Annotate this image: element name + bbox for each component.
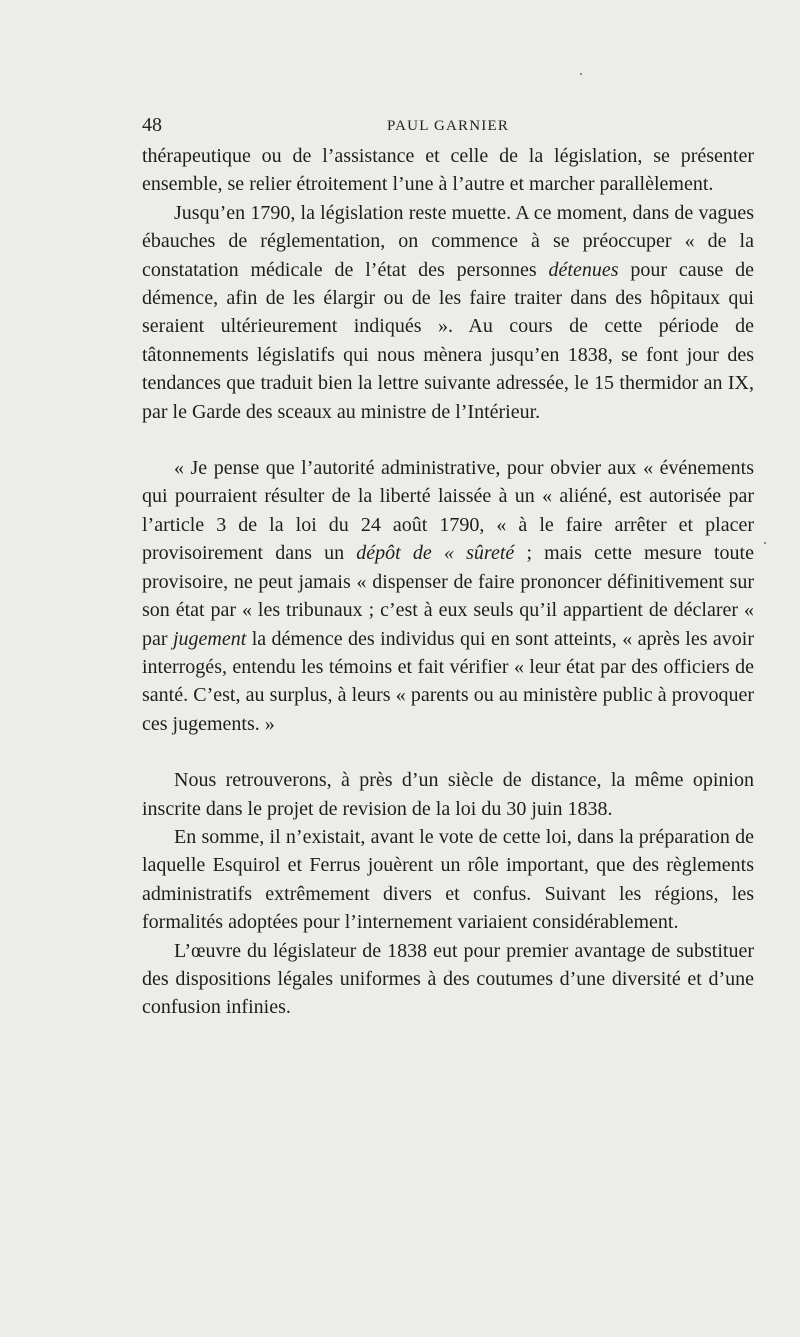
quotation	[142, 454, 754, 738]
paragraph-3: Nous retrouverons, à près d’un siècle de distance, la même opinion inscrite dans le projet de revision de la loi du 30 juin 1838.	[142, 769, 754, 820]
paragraph-2-part-1: Jusqu’en 1790, la législation reste muette. A ce moment, dans de vagues ébauches de réglementation, on commence à se préoccuper « de la constatation médicale de l’état des personnes	[142, 201, 754, 281]
paper-speck	[764, 542, 766, 544]
paragraph-1: thérapeutique ou de l’assistance et celle de la législation, se présenter ensemble, se relier étroitement l’une à l’autre et marcher parallèlement.	[142, 145, 754, 196]
quotation-italic-2: jugement	[172, 627, 247, 650]
page-header	[142, 114, 754, 140]
paragraph-2-italic: détenues	[548, 258, 619, 281]
page-number: 48	[142, 114, 162, 136]
quotation-italic-1: dépôt de « sûreté	[356, 542, 515, 565]
quotation-paragraph	[142, 454, 754, 738]
paragraph-2-part-2: pour cause de démence, afin de les élargir ou de les faire traiter dans des hôpitaux qui seraient ultérieurement indiqués ». Au cours de cette période de tâtonnements législatifs qui nous mènera jusqu’en 1838, se font jour des tendances que traduit bien la lettre suivante adressée, le 15 thermidor an IX, par le Garde des sceaux au ministre de l’Intérieur.	[142, 258, 754, 423]
paper-speck	[580, 73, 582, 75]
body-text	[142, 142, 754, 1022]
paragraph-2	[142, 199, 754, 426]
quotation-part-2: ; mais cette mesure toute provisoire, ne peut jamais « dispenser de faire prononcer définitivement sur son état par « les tribunaux ; c’est à eux seuls qu’il appartient de déclarer « par	[142, 542, 754, 650]
paragraph-4: En somme, il n’existait, avant le vote de cette loi, dans la préparation de laquelle Esquirol et Ferrus jouèrent un rôle important, que des règlements administratifs extrêmement divers et confus. Suivant les régions, les formalités adoptées pour l’internement variaient considérablement.	[142, 825, 754, 934]
running-head: PAUL GARNIER	[386, 118, 510, 134]
paragraph-5: L’œuvre du législateur de 1838 eut pour premier avantage de substituer des dispositions légales uniformes à des coutumes d’une diversité et d’une confusion infinies.	[142, 939, 754, 1019]
quotation-part-1: « Je pense que l’autorité administrative, pour obvier aux « événements qui pourraient résulter de la liberté laissée à un « aliéné, est autorisée par l’article 3 de la loi du 24 août 1790, « à le faire arrêter et placer provisoirement dans un	[142, 457, 754, 565]
quotation-part-3: la démence des individus qui en sont atteints, « après les avoir interrogés, entendu les témoins et fait vérifier « leur état par des officiers de santé. C’est, au surplus, à leurs « parents ou au ministère public à provoquer ces jugements. »	[142, 627, 754, 735]
